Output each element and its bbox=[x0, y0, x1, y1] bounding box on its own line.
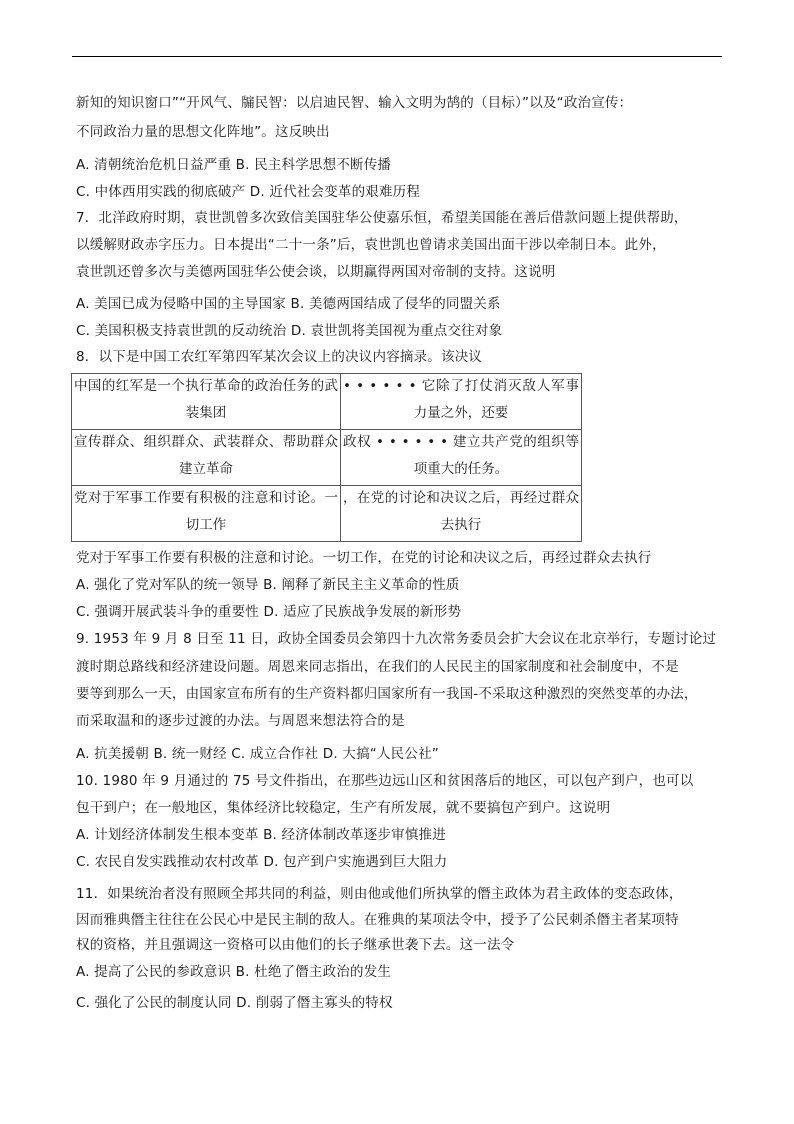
passage-line: 不同政治力量的思想文化阵地”。这反映出 bbox=[76, 124, 330, 140]
q8-stem: 8．以下是中国工农红军第四军某次会议上的决议内容摘录。该决议 bbox=[76, 349, 483, 365]
q11-options-cd: C. 强化了公民的制度认同 D. 削弱了僭主寡头的特权 bbox=[76, 995, 393, 1011]
cell-line: 党对于军事工作要有积极的注意和讨论。一 bbox=[74, 490, 338, 506]
q8-options-cd: C. 强调开展武装斗争的重要性 D. 适应了民族战争发展的新形势 bbox=[76, 604, 462, 620]
q10-options-cd: C. 农民自发实践推动农村改革 D. 包产到户实施遇到巨大阻力 bbox=[76, 854, 448, 870]
resolution-table bbox=[71, 373, 582, 542]
q9-stem: 而采取温和的逐步过渡的办法。与周恩来想法符合的是 bbox=[76, 713, 405, 729]
header-rule bbox=[72, 56, 722, 57]
cell-line: 政权 • • • • • • 建立共产党的组织等 bbox=[343, 434, 579, 450]
q7-options-ab: A. 美国已成为侵略中国的主导国家 B. 美德两国结成了侵华的同盟关系 bbox=[76, 296, 501, 312]
q11-stem: 11．如果统治者没有照顾全邦共同的利益，则由他或他们所执掌的僭主政体为君主政体的变态政体， bbox=[76, 886, 683, 902]
cell-line: • • • • • • 它除了打仗消灭敌人军事 bbox=[343, 378, 579, 394]
q11-stem: 权的资格，并且强调这一资格可以由他们的长子继承世袭下去。这一法令 bbox=[76, 937, 515, 953]
table-cell bbox=[72, 486, 341, 542]
table-cell bbox=[341, 374, 582, 430]
q8-options-ab: A. 强化了党对军队的统一领导 B. 阐释了新民主主义革命的性质 bbox=[76, 577, 460, 593]
q10-stem: 10. 1980 年 9 月通过的 75 号文件指出，在那些边远山区和贫困落后的地区，可以包产到户，也可以 bbox=[76, 773, 694, 789]
q11-stem: 因而雅典僭主往往在公民心中是民主制的敌人。在雅典的某项法令中，授予了公民刺杀僭主者某项特 bbox=[76, 912, 679, 928]
cell-line: 中国的红军是一个执行革命的政治任务的武 bbox=[74, 378, 338, 394]
cell-line: ，在党的讨论和决议之后，再经过群众 bbox=[343, 490, 579, 506]
cell-line: 装集团 bbox=[185, 405, 227, 421]
q9-stem: 要等到那么一天，由国家宣布所有的生产资料都归国家所有一我国-不采取这种激烈的突然变革的办法， bbox=[76, 686, 698, 702]
q11-options-ab: A. 提高了公民的参政意识 B. 杜绝了僭主政治的发生 bbox=[76, 964, 392, 980]
q7-options-cd: C. 美国积极支持袁世凯的反动统治 D. 袁世凯将美国视为重点交往对象 bbox=[76, 323, 503, 339]
q6-options-cd: C. 中体西用实践的彻底破产 D. 近代社会变革的艰难历程 bbox=[76, 184, 421, 200]
cell-line: 宣传群众、组织群众、武装群众、帮助群众 bbox=[74, 434, 338, 450]
q7-stem: 以缓解财政赤字压力。日本提出“二十一条”后，袁世凯也曾请求美国出面干涉以牵制日本。此外， bbox=[76, 237, 666, 253]
q9-options: A. 抗美援朝 B. 统一财经 C. 成立合作社 D. 大搞“人民公社” bbox=[76, 746, 439, 762]
cell-line: 建立革命 bbox=[179, 461, 233, 477]
table-cell bbox=[72, 430, 341, 486]
q9-stem: 渡时期总路线和经济建设问题。周恩来同志指出，在我们的人民民主的国家制度和社会制度中，不是 bbox=[76, 659, 679, 675]
table-row bbox=[72, 430, 582, 486]
table-cell bbox=[341, 486, 582, 542]
cell-line: 去执行 bbox=[440, 517, 482, 533]
table-row bbox=[72, 374, 582, 430]
cell-line: 切工作 bbox=[185, 517, 227, 533]
table-row bbox=[72, 486, 582, 542]
passage-line: 新知的知识窗口”“开风气、牖民智：以启迪民智、输入文明为鹄的（目标）”以及“政治宣传： bbox=[76, 95, 633, 111]
q10-options-ab: A. 计划经济体制发生根本变革 B. 经济体制改革逐步审慎推进 bbox=[76, 827, 446, 843]
table-cell bbox=[72, 374, 341, 430]
q10-stem: 包干到户；在一般地区，集体经济比较稳定，生产有所发展，就不要搞包产到户。这说明 bbox=[76, 800, 611, 816]
q9-stem: 9. 1953 年 9 月 8 日至 11 日，政协全国委员会第四十九次常务委员会扩大会议在北京举行，专题讨论过 bbox=[76, 631, 717, 647]
q7-stem: 袁世凯还曾多次与美德两国驻华公使会谈，以期赢得两国对帝制的支持。这说明 bbox=[76, 264, 556, 280]
table-cell bbox=[341, 430, 582, 486]
q6-options-ab: A. 清朝统治危机日益严重 B. 民主科学思想不断传播 bbox=[76, 157, 392, 173]
cell-line: 项重大的任务。 bbox=[413, 461, 509, 477]
cell-line: 力量之外，还要 bbox=[413, 405, 509, 421]
q7-stem: 7．北洋政府时期，袁世凯曾多次致信美国驻华公使嘉乐恒，希望美国能在善后借款问题上提供帮助， bbox=[76, 210, 688, 226]
q8-table-text: 党对于军事工作要有积极的注意和讨论。一切工作，在党的讨论和决议之后，再经过群众去执行 bbox=[76, 550, 652, 566]
